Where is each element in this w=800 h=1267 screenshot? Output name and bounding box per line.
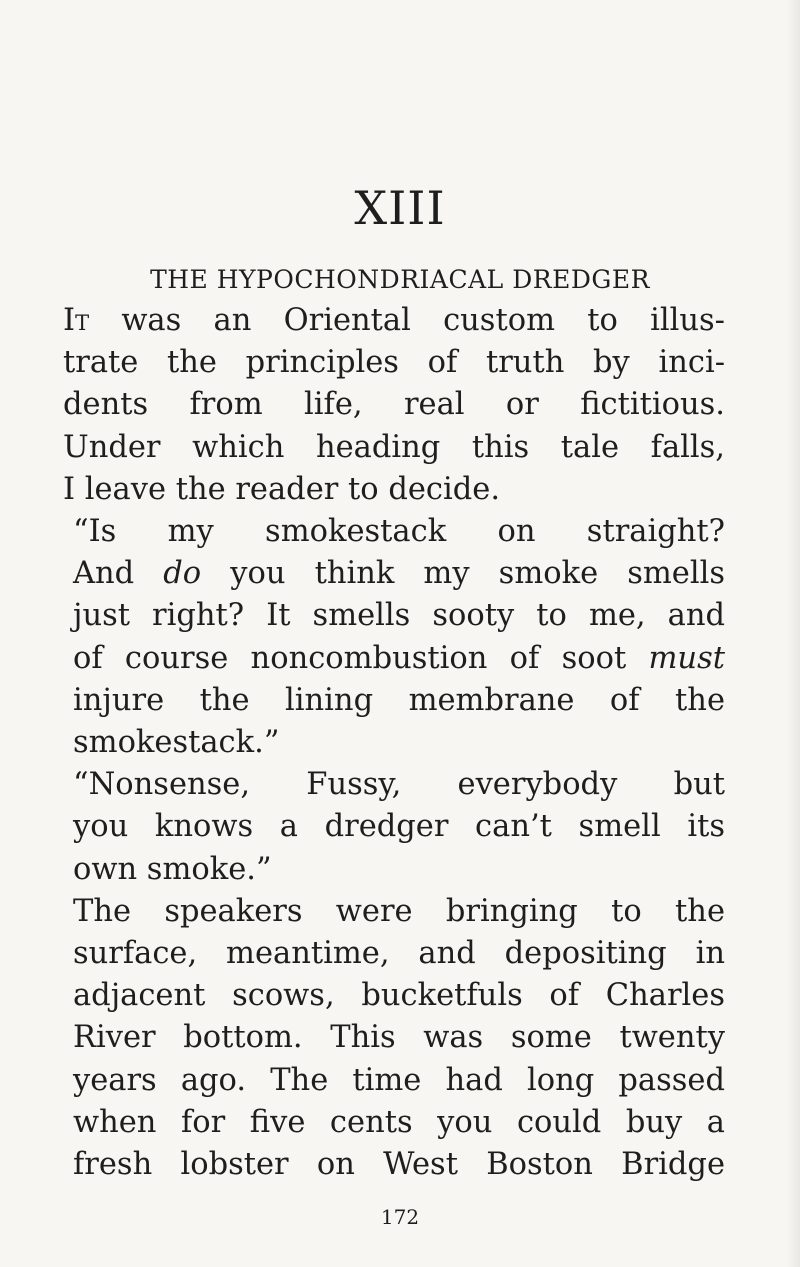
text-line: just right? It smells sooty to me, and <box>73 598 725 634</box>
text-line: dents from life, real or fictitious. <box>63 387 725 423</box>
text-line: And do you think my smoke smells <box>73 556 725 592</box>
text-line: trate the principles of truth by inci- <box>63 345 725 381</box>
text-line: fresh lobster on West Boston Bridge <box>73 1147 725 1183</box>
text-line: own smoke.” <box>73 851 272 887</box>
page-number: 172 <box>380 1205 420 1229</box>
paragraph-4 <box>63 891 725 1186</box>
text-line: I leave the reader to decide. <box>63 471 501 507</box>
text-line: when for five cents you could buy a <box>73 1104 725 1140</box>
chapter-number: XIII <box>354 181 446 235</box>
text-line: It was an Oriental custom to illus- <box>63 303 725 338</box>
text-line: of course noncombustion of soot must <box>73 640 725 676</box>
page-edge-shadow <box>786 0 800 1267</box>
body-text <box>63 300 725 1186</box>
text-line: River bottom. This was some twenty <box>73 1020 725 1056</box>
text-line: Under which heading this tale falls, <box>63 429 725 465</box>
text-line: injure the lining membrane of the <box>73 682 725 718</box>
text-line: The speakers were bringing to the <box>73 893 725 929</box>
text-line: adjacent scows, bucketfuls of Charles <box>73 978 725 1014</box>
text-line: smokestack.” <box>73 725 280 761</box>
text-line: surface, meantime, and depositing in <box>73 936 725 972</box>
text-line: “Is my smokestack on straight? <box>73 514 725 550</box>
paragraph-2 <box>63 511 725 764</box>
paragraph-1 <box>63 300 725 511</box>
text-line: years ago. The time had long passed <box>73 1062 725 1098</box>
text-line: “Nonsense, Fussy, everybody but <box>73 767 725 803</box>
chapter-title: THE HYPOCHONDRIACAL DREDGER <box>150 265 650 294</box>
text-line: you knows a dredger can’t smell its <box>73 809 725 845</box>
paragraph-3 <box>63 764 725 891</box>
